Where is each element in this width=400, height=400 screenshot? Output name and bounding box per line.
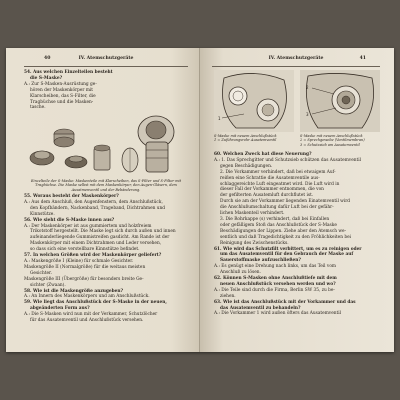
question-line: 63. Wie ist das Anschlußstück mit der Vorkammer und das bbox=[214, 299, 356, 305]
caption-line: 2 = Sprechgewebe (Ventilmembran) bbox=[300, 138, 365, 143]
page-number: 41 bbox=[359, 56, 366, 61]
answer-line: A.: Es genügt eine Drehung nach links, um das Teil vom bbox=[214, 264, 337, 270]
mask-diagram-side bbox=[300, 70, 380, 132]
page-header bbox=[24, 56, 188, 67]
answer-line: den Kopfbändern, Nackenband, Trageband, Dichtrahmen und bbox=[30, 205, 166, 211]
page-number: 40 bbox=[44, 56, 51, 61]
answer-line: Reinigung des Zwischenstücks. bbox=[220, 240, 289, 246]
figure-caption: Einzelteile der S-Maske: Maskenteile mit Klarscheiben, das S-Filter und S-Filter mit Tragbüchse. Die Maske selbst mit dem Maskenkörper, den Augen-Gläsern, dem Ausatmenventil und der Bebänderung. bbox=[30, 179, 182, 192]
question-line: 59. Wie liegt das Anschlußstück der S-Maske in der neuen, bbox=[24, 300, 167, 306]
mask-diagram-front bbox=[214, 70, 294, 132]
answer-line: dieser Fall der Vorkammer entnommen, die von bbox=[220, 187, 324, 193]
question-54-block bbox=[24, 70, 124, 111]
answer-line: ziehen. bbox=[220, 293, 236, 299]
questions-60-63-block bbox=[214, 152, 384, 317]
answer-line: schlaggereichte Luft eingeatmet wird. Die Luft wird in bbox=[220, 181, 340, 187]
caption-line: S-Maske mit neuem Anschlußstück bbox=[300, 134, 363, 138]
question-line: 62. Können S-Masken ohne Anschlußtiefe mit dem bbox=[214, 276, 337, 282]
filter-canister-illustration bbox=[122, 116, 174, 172]
answer-line: Gesichter. bbox=[30, 270, 52, 276]
question-line: die S-Maske? bbox=[30, 75, 63, 81]
question-line: abgeänderten Form aus? bbox=[30, 306, 90, 312]
chapter-title: IV. Atemschutzgeräte bbox=[78, 56, 134, 61]
answer-line: gegen Beschädigungen. bbox=[220, 163, 273, 169]
answer-line: so dass sich eine verstellbare Kinnstütze befindet. bbox=[30, 247, 140, 253]
figure-caption-right bbox=[300, 134, 384, 147]
question-line: 57. In welchen Größen wird der Maskenkörper geliefert? bbox=[24, 253, 162, 259]
answer-line: A.: Die Vorkammer 1 wird außen öfters das Ausatemventil bbox=[214, 311, 341, 317]
question-line: 55. Woraus besteht der Maskenkörper? bbox=[24, 194, 119, 199]
answer-line: die Anschlußumschaltung dafür Luft bei der gefähr- bbox=[220, 205, 334, 211]
answer-line: sichter (Zwaan). bbox=[30, 282, 66, 288]
open-book bbox=[6, 48, 394, 352]
right-page bbox=[200, 48, 394, 352]
questions-55-59-block bbox=[24, 194, 192, 324]
svg-text:2: 2 bbox=[306, 85, 309, 90]
answer-line: oder gefälligem Stoß das Anschlußstück der S-Maske bbox=[220, 222, 337, 228]
answer-line: Durch sie am der Vorkammer liegenden Einatemventil wird bbox=[220, 199, 351, 205]
question-line: 54. Aus welchen Einzelteilen besteht bbox=[24, 70, 113, 75]
question-line: Sauerstoffmaske aufzuschließen? bbox=[220, 258, 301, 264]
answer-line: A.: 1. Das Sprechgitter und Schutzsieb schützen das Ausatemventil bbox=[214, 157, 361, 163]
answer-line: für das Ausatemventil und Anschlußstück versehen. bbox=[30, 318, 144, 324]
answer-line: hören der Maskenkörper mit bbox=[30, 87, 94, 93]
answer-line: Maskenkörper mit einem Dichtrahmen und Leder versehen, bbox=[30, 241, 162, 247]
answer-line: 3. Die Rohrkappe (s) verhindert, daß bei Einfallen bbox=[220, 216, 330, 222]
answer-line: Tragbüchse und die Masken- bbox=[30, 99, 94, 105]
answer-line: A.: Der Maskenkörper ist aus gummiertem und holzfreiem bbox=[24, 223, 152, 229]
caption-line: S-Maske mit neuem Anschlußstück bbox=[214, 134, 277, 138]
question-line: um das Ausatemventil für den Gebrauch der Maske auf bbox=[220, 252, 354, 258]
answer-line: reißen eine Schrattie die Ausatemventile aus- bbox=[220, 175, 320, 181]
answer-line: A.: Die Teile sind durch die Firma, Berlin SW 35, zu be- bbox=[214, 287, 335, 293]
caption-line: 1 = Zuführungsrohr Ausatemventil bbox=[214, 138, 277, 143]
chapter-title: IV. Atemschutzgeräte bbox=[268, 56, 324, 61]
answer-line: A.: An Innern des Maskenkörpers und am Anschlußstück. bbox=[24, 294, 150, 300]
question-line: 56. Wie sieht die S-Maske innen aus? bbox=[24, 217, 115, 223]
answer-line: A.: Maskengröße I (Kleine) für schmale Gesichter. bbox=[24, 258, 134, 264]
question-line: 58. Wie ist die Maskengröße anzugeben? bbox=[24, 288, 123, 294]
question-line: 61. Wie wird das Schutzfilt verbittert, um es zu reinigen oder bbox=[214, 246, 362, 252]
answer-line: A.: Aus dem Anschluß, den Augenfenstern, dem Anschlußstück, bbox=[24, 199, 163, 205]
answer-line: Kinnstütze. bbox=[30, 211, 55, 217]
answer-line: sentlich und daß Tragedichtigkeit zu den Fröhlichkeiten bei bbox=[220, 234, 351, 240]
answer-line: A.: Zur S-Masken-Ausrüstung ge- bbox=[24, 81, 97, 87]
svg-text:3: 3 bbox=[306, 112, 309, 117]
question-line: neuen Anschlußstück versehen werden und wo? bbox=[220, 281, 336, 287]
answer-line: Beschädigungen der Lippen. Ziehe aber den Atemsch we- bbox=[220, 228, 347, 234]
answer-line: lichen Maskenteil verhindert. bbox=[220, 211, 285, 217]
filter-parts-illustration bbox=[30, 129, 110, 170]
question-line: 60. Welchen Zweck hat diese Neuerung? bbox=[214, 152, 312, 157]
question-line: das Ausatemventil zu behandeln? bbox=[220, 305, 301, 311]
page-header bbox=[212, 56, 380, 67]
answer-line: Maskengröße III (Übergröße) für besonders breite Ge- bbox=[24, 276, 144, 282]
answer-line: Maskengröße II (Normalgröße) für die weitaus meisten bbox=[24, 264, 146, 270]
answer-line: Klarscheiben, das S-Filter, die bbox=[30, 93, 96, 99]
gas-mask-components-illustration bbox=[24, 110, 188, 178]
answer-line: aufeinanderliegende Gummistreifen gasdicht. Am Rande ist der bbox=[30, 235, 170, 241]
answer-line: A.: Die S-Masken wird nun mit der Verkammer, Schutzlöcher bbox=[24, 312, 158, 318]
answer-line: der gefilterten Ausatemluft durchflutet ist. bbox=[220, 193, 314, 199]
svg-text:1: 1 bbox=[218, 116, 221, 121]
answer-line: tasche. bbox=[30, 105, 46, 111]
answer-line: 2. Die Vorkammer verhindert, daß bei etwaigem Auf- bbox=[220, 169, 336, 175]
answer-line: Trikotstoff hergestellt. Die Maske legt sich durch außen und innen bbox=[30, 229, 176, 235]
left-page bbox=[6, 48, 200, 352]
answer-line: Anschluß zu lösen. bbox=[220, 270, 261, 276]
figure-caption-left bbox=[214, 134, 294, 143]
caption-line: 3 = Schutzsieb am Ausatemventil bbox=[300, 142, 360, 147]
